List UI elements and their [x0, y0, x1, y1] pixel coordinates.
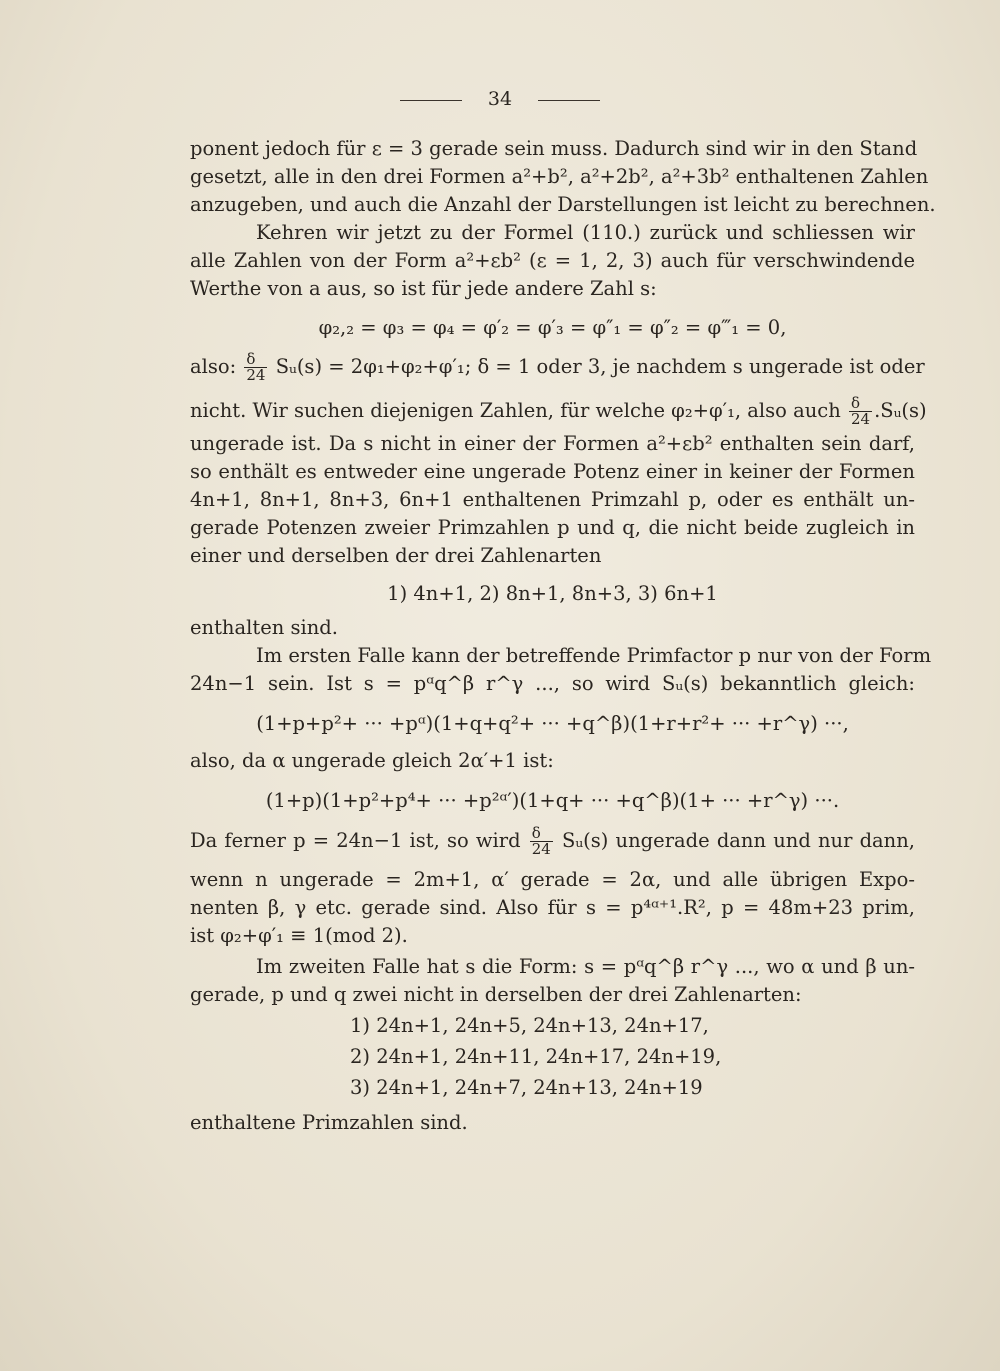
header-rule-right [538, 100, 600, 101]
text-line-10: ungerade ist. Da s nicht in einer der Formen a²+εb² enthalten sein darf, [190, 432, 915, 455]
text-line-23: wenn n ungerade = 2m+1, α′ gerade = 2α, und alle übrigen Expo- [190, 868, 915, 891]
text-line-11: so enthält es entweder eine ungerade Potenz einer in keiner der Formen [190, 460, 915, 483]
formula-divisor-sum: (1+p+p²+ ··· +pᵅ)(1+q+q²+ ··· +q^β)(1+r+r²+ ··· +r^γ) ···, [256, 712, 849, 735]
text-line-3: anzugeben, und auch die Anzahl der Darstellungen ist leicht zu berechnen. [190, 193, 936, 216]
text-line-31: enthaltene Primzahlen sind. [190, 1111, 468, 1134]
text-line-2: gesetzt, alle in den drei Formen a²+b², a²+2b², a²+3b² enthaltenen Zahlen [190, 165, 929, 188]
text-line-18: 24n−1 sein. Ist s = pᵅq^β r^γ ..., so wird Sᵤ(s) bekanntlich gleich: [190, 672, 915, 695]
fraction-numerator: δ [530, 826, 553, 842]
line22-post: Sᵤ(s) ungerade dann und nur dann, [562, 829, 916, 852]
page-number: 34 [487, 88, 513, 110]
line8-post: Sᵤ(s) = 2φ₁+φ₂+φ′₁; δ = 1 oder 3, je nachdem s ungerade ist oder [275, 355, 925, 378]
formula-class-3: 3) 24n+1, 24n+7, 24n+13, 24n+19 [350, 1076, 703, 1099]
line8-pre: also: [190, 355, 237, 378]
text-line-25: ist φ₂+φ′₁ ≡ 1(mod 2). [190, 924, 408, 947]
header-rule-left [400, 100, 462, 101]
text-line-14: einer und derselben der drei Zahlenarten [190, 544, 602, 567]
fraction-denominator: 24 [850, 410, 871, 428]
formula-phi-zero: φ₂,₂ = φ₃ = φ₄ = φ′₂ = φ′₃ = φ″₁ = φ″₂ = φ‴₁ = 0, [318, 316, 787, 339]
text-line-13: gerade Potenzen zweier Primzahlen p und q, die nicht beide zugleich in [190, 516, 915, 539]
text-line-12: 4n+1, 8n+1, 8n+3, 6n+1 enthaltenen Primzahl p, oder es enthält un- [190, 488, 915, 511]
text-line-5: alle Zahlen von der Form a²+εb² (ε = 1, 2, 3) auch für verschwindende [190, 249, 915, 272]
line22-pre: Da ferner p = 24n−1 ist, so wird [190, 829, 521, 852]
fraction-numerator: δ [849, 396, 872, 412]
text-line-1: ponent jedoch für ε = 3 gerade sein muss. Dadurch sind wir in den Stand [190, 137, 918, 160]
fraction-delta-24 [244, 352, 267, 383]
text-line-4: Kehren wir jetzt zu der Formel (110.) zurück und schliessen wir [256, 221, 915, 244]
text-line-16: enthalten sind. [190, 616, 338, 639]
text-line-26: Im zweiten Falle hat s die Form: s = pᵅq^β r^γ ..., wo α und β un- [256, 955, 915, 978]
text-line-20: also, da α ungerade gleich 2α′+1 ist: [190, 749, 554, 772]
formula-class-2: 2) 24n+1, 24n+11, 24n+17, 24n+19, [350, 1045, 722, 1068]
page-header [0, 88, 1000, 110]
fraction-denominator: 24 [246, 366, 266, 384]
text-line-9 [190, 394, 927, 428]
formula-number-classes: 1) 4n+1, 2) 8n+1, 8n+3, 3) 6n+1 [387, 582, 718, 605]
fraction-delta-24 [530, 826, 553, 857]
fraction-numerator: δ [244, 352, 267, 368]
text-line-6: Werthe von a aus, so ist für jede andere Zahl s: [190, 277, 657, 300]
formula-class-1: 1) 24n+1, 24n+5, 24n+13, 24n+17, [350, 1014, 709, 1037]
text-line-8 [190, 350, 925, 384]
formula-reduced-sum: (1+p)(1+p²+p⁴+ ··· +p²ᵅ′)(1+q+ ··· +q^β)(1+ ··· +r^γ) ···. [265, 789, 840, 812]
fraction-denominator: 24 [531, 840, 551, 858]
text-line-27: gerade, p und q zwei nicht in derselben der drei Zahlenarten: [190, 983, 802, 1006]
line9-post: .Sᵤ(s) [874, 399, 927, 422]
line9-pre: nicht. Wir suchen diejenigen Zahlen, für welche φ₂+φ′₁, also auch [190, 399, 841, 422]
text-line-22 [190, 826, 915, 857]
text-line-17: Im ersten Falle kann der betreffende Primfactor p nur von der Form [256, 644, 932, 667]
fraction-delta-24 [849, 396, 872, 427]
text-line-24: nenten β, γ etc. gerade sind. Also für s = p⁴ᵅ⁺¹.R², p = 48m+23 prim, [190, 896, 915, 919]
